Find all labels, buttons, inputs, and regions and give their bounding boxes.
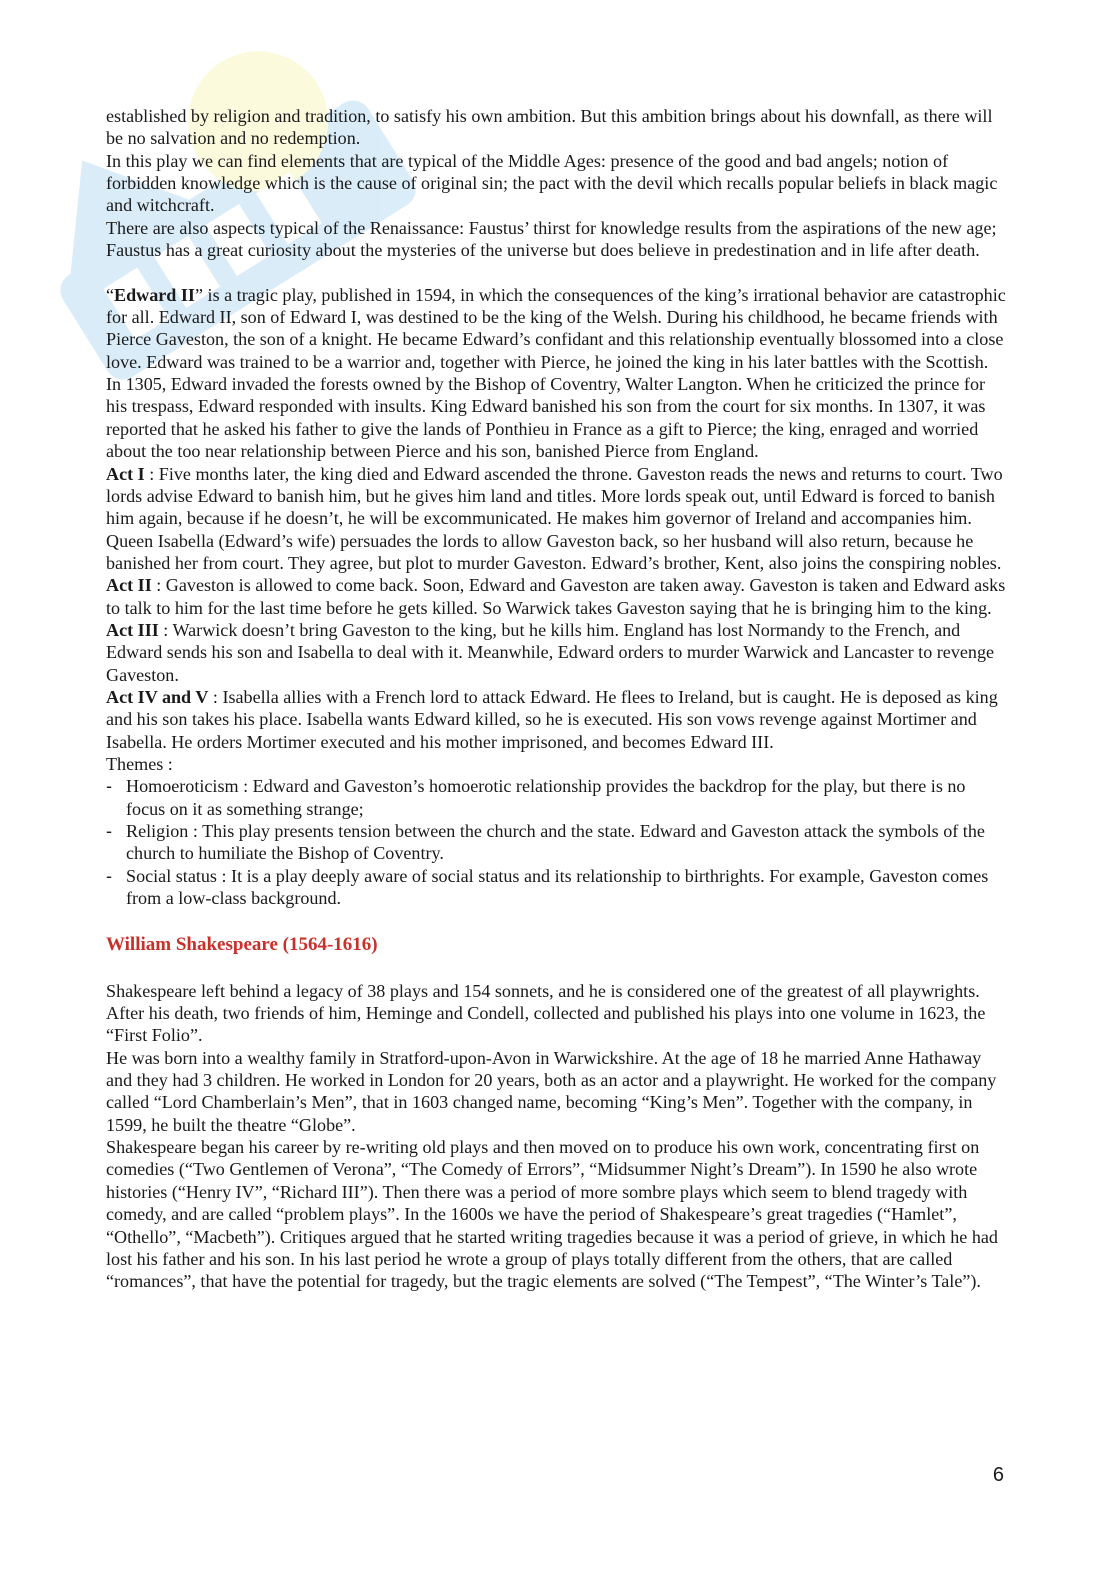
themes-list bbox=[106, 775, 1006, 909]
page-number: 6 bbox=[992, 1464, 1004, 1486]
document-page bbox=[106, 105, 1006, 1293]
act-label: Act II bbox=[106, 575, 152, 596]
act-label: Act I bbox=[106, 463, 145, 484]
paragraph-renaissance: There are also aspects typical of the Renaissance: Faustus’ thirst for knowledge results from the aspirations of the new age; Faustus has a great curiosity about the mysteries of the universe but does believe in predestination and in life after death. bbox=[106, 217, 997, 261]
paragraph-middle-ages: In this play we can find elements that are typical of the Middle Ages: presence of the good and bad angels; notion of forbidden knowledge which is the cause of original sin; the pact with the devil which recalls popular beliefs in black magic and witchcraft. bbox=[106, 150, 998, 216]
list-item: - Religion : This play presents tension between the church and the state. Edward and Gaveston attack the symbols of the church to humiliate the Bishop of Coventry. bbox=[106, 820, 1006, 865]
themes-label: Themes : bbox=[106, 753, 173, 774]
paragraph-shakespeare-legacy: Shakespeare left behind a legacy of 38 plays and 154 sonnets, and he is considered one of the greatest of all playwrights. After his death, two friends of him, Heminge and Condell, collected and published his plays into one volume in 1623, the “First Folio”. bbox=[106, 980, 986, 1046]
act-summary: Act III : Warwick doesn’t bring Gaveston to the king, but he kills him. England has lost Normandy to the French, and Edward sends his son and Isabella to deal with it. Meanwhile, Edward orders to murder Warwick and Lancaster to revenge Gaveston. bbox=[106, 619, 995, 685]
play-title-edward-ii: Edward II bbox=[114, 284, 195, 305]
paragraph-faustus-ambition: established by religion and tradition, to satisfy his own ambition. But this ambition brings about his downfall, as there will be no salvation and no redemption. bbox=[106, 106, 993, 149]
act-label: Act IV and V bbox=[106, 686, 209, 707]
paragraph-shakespeare-career: Shakespeare began his career by re-writing old plays and then moved on to produce his own work, concentrating first on comedies (“Two Gentlemen of Verona”, “The Comedy of Errors”, “Midsummer Night’s Dream”). In 1590 he also wrote histories (“Henry IV”, “Richard III”). Then there was a period of more sombre plays which seem to blend tragedy with comedy, and are called “problem plays”. In the 1600s we have the period of Shakespeare’s great tragedies (“Hamlet”, “Othello”, “Macbeth”). Critiques argued that he started writing tragedies because it was a period of grieve, in which he had lost his father and his son. In his last period he wrote a group of plays totally different from the others, that are called “romances”, that have the potential for tragedy, but the tragic elements are solved (“The Tempest”, “The Winter’s Tale”). bbox=[106, 1137, 998, 1292]
paragraph-shakespeare-life: He was born into a wealthy family in Stratford-upon-Avon in Warwickshire. At the age of 18 he married Anne Hathaway and they had 3 children. He worked in London for 20 years, both as an actor and a playwright. He worked for the company called “Lord Chamberlain’s Men”, that in 1603 changed name, becoming “King’s Men”. Together with the company, in 1599, he built the theatre “Globe”. bbox=[106, 1047, 997, 1135]
act-summary: Act II : Gaveston is allowed to come back. Soon, Edward and Gaveston are taken away. Gaveston is taken and Edward asks to talk to him for the last time before he gets killed. So Warwick takes Gaveston saying that he is bringing him to the king. bbox=[106, 575, 1006, 618]
act-label: Act III bbox=[106, 619, 159, 640]
list-item: - Social status : It is a play deeply aware of social status and its relationship to birthrights. For example, Gaveston comes from a low-class background. bbox=[106, 865, 1006, 910]
act-summary: Act I : Five months later, the king died and Edward ascended the throne. Gaveston reads the news and returns to court. Two lords advise Edward to banish him, but he gives him land and titles. More lords speak out, until Edward is forced to banish him again, because if he doesn’t, he will be excommunicated. He makes him governor of Ireland and accompanies him. Queen Isabella (Edward’s wife) persuades the lords to allow Gaveston back, so her husband will also return, because he banished her from court. They agree, but plot to murder Gaveston. Edward’s brother, Kent, also joins the conspiring nobles. bbox=[106, 463, 1003, 573]
list-item: - Homoeroticism : Edward and Gaveston’s homoerotic relationship provides the backdrop for the play, but there is no focus on it as something strange; bbox=[106, 775, 1006, 820]
section-heading-shakespeare: William Shakespeare (1564-1616) bbox=[106, 934, 378, 956]
act-summary: Act IV and V : Isabella allies with a French lord to attack Edward. He flees to Ireland, but is caught. He is deposed as king and his son takes his place. Isabella wants Edward killed, so he is executed. His son vows revenge against Mortimer and Isabella. He orders Mortimer executed and his mother imprisoned, and becomes Edward III. bbox=[106, 686, 998, 752]
paragraph-edward-ii-intro: “Edward II” is a tragic play, published in 1594, in which the consequences of the king’s irrational behavior are catastrophic for all. Edward II, son of Edward I, was destined to be the king of the Welsh. During his childhood, he became friends with Pierce Gaveston, the son of a knight. He became Edward’s confidant and this relationship eventually blossomed into a close love. Edward was trained to be a warrior and, together with Pierce, he joined the king in his later battles with the Scottish. In 1305, Edward invaded the forests owned by the Bishop of Coventry, Walter Langton. When he criticized the prince for his trespass, Edward responded with insults. King Edward banished his son from the court for six months. In 1307, it was reported that he asked his father to give the lands of Ponthieu in France as a gift to Pierce; the king, enraged and worried about the too near relationship between Pierce and his son, banished Pierce from England. bbox=[106, 284, 1006, 462]
